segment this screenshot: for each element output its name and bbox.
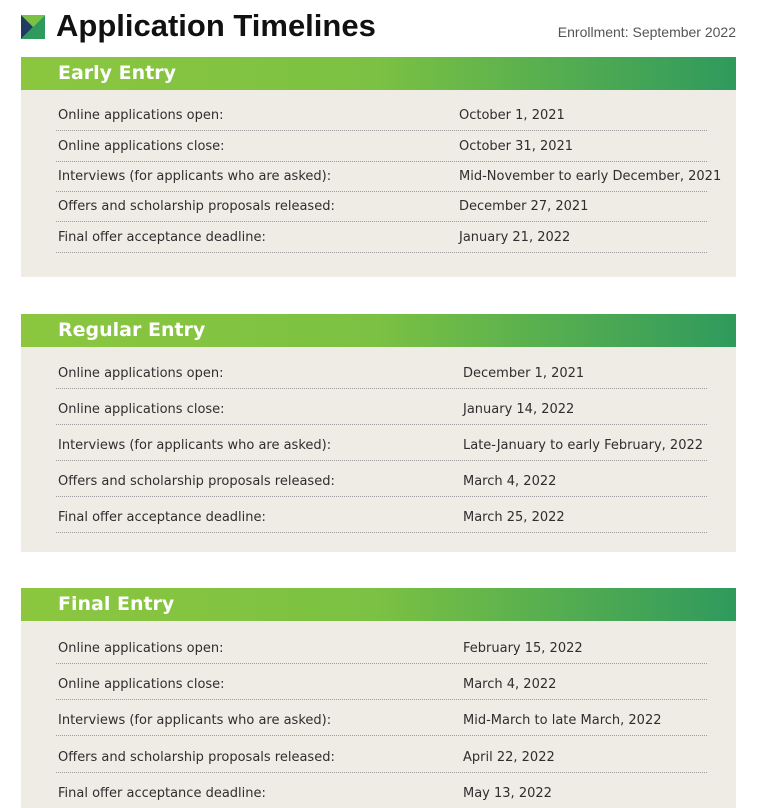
- row-value: December 1, 2021: [463, 366, 585, 381]
- section-title: Early Entry: [21, 57, 736, 90]
- timeline-row: [56, 664, 707, 700]
- section-final-entry: [21, 588, 736, 808]
- row-label: Online applications close:: [58, 402, 225, 417]
- section-title: Final Entry: [21, 588, 736, 621]
- row-label: Offers and scholarship proposals released:: [58, 474, 335, 489]
- section-early-entry: [21, 57, 736, 277]
- row-value: January 14, 2022: [463, 402, 575, 417]
- timeline-row: [56, 162, 722, 192]
- row-value: March 4, 2022: [463, 474, 557, 489]
- row-value: October 1, 2021: [459, 108, 565, 123]
- brand-logo-icon: [21, 15, 45, 39]
- row-label: Online applications open:: [58, 641, 224, 656]
- row-value: December 27, 2021: [459, 199, 589, 214]
- timeline-row: [56, 425, 707, 461]
- row-label: Interviews (for applicants who are asked):: [58, 713, 332, 728]
- row-label: Offers and scholarship proposals released:: [58, 199, 335, 214]
- row-label: Online applications close:: [58, 677, 225, 692]
- timeline-row: [56, 773, 707, 808]
- timeline-row: [56, 389, 707, 425]
- row-value: January 21, 2022: [459, 230, 571, 245]
- timeline-row: [56, 222, 707, 253]
- timeline-row: [56, 700, 707, 736]
- row-label: Online applications open:: [58, 366, 224, 381]
- timeline-row: [56, 621, 707, 664]
- row-value: March 25, 2022: [463, 510, 565, 525]
- timeline-row: [56, 131, 707, 162]
- row-label: Online applications close:: [58, 139, 225, 154]
- row-value: February 15, 2022: [463, 641, 583, 656]
- row-value: May 13, 2022: [463, 786, 552, 801]
- enrollment-date: Enrollment: September 2022: [557, 24, 736, 40]
- row-label: Final offer acceptance deadline:: [58, 786, 266, 801]
- row-label: Interviews (for applicants who are asked):: [58, 169, 332, 184]
- row-label: Online applications open:: [58, 108, 224, 123]
- row-label: Interviews (for applicants who are asked):: [58, 438, 332, 453]
- timeline-row: [56, 347, 707, 389]
- row-label: Final offer acceptance deadline:: [58, 230, 266, 245]
- timeline-row: [56, 90, 707, 131]
- timeline-row: [56, 497, 707, 533]
- timeline-row: [56, 461, 707, 497]
- row-value: April 22, 2022: [463, 750, 555, 765]
- row-value: Mid-March to late March, 2022: [463, 713, 662, 728]
- row-label: Final offer acceptance deadline:: [58, 510, 266, 525]
- row-value: Late-January to early February, 2022: [463, 438, 704, 453]
- timeline-row: [56, 192, 707, 222]
- timeline-row: [56, 736, 707, 773]
- page-title: Application Timelines: [56, 8, 376, 43]
- row-label: Offers and scholarship proposals released:: [58, 750, 335, 765]
- section-title: Regular Entry: [21, 314, 736, 347]
- row-value: October 31, 2021: [459, 139, 574, 154]
- section-regular-entry: [21, 314, 736, 552]
- row-value: Mid-November to early December, 2021: [459, 169, 722, 184]
- row-value: March 4, 2022: [463, 677, 557, 692]
